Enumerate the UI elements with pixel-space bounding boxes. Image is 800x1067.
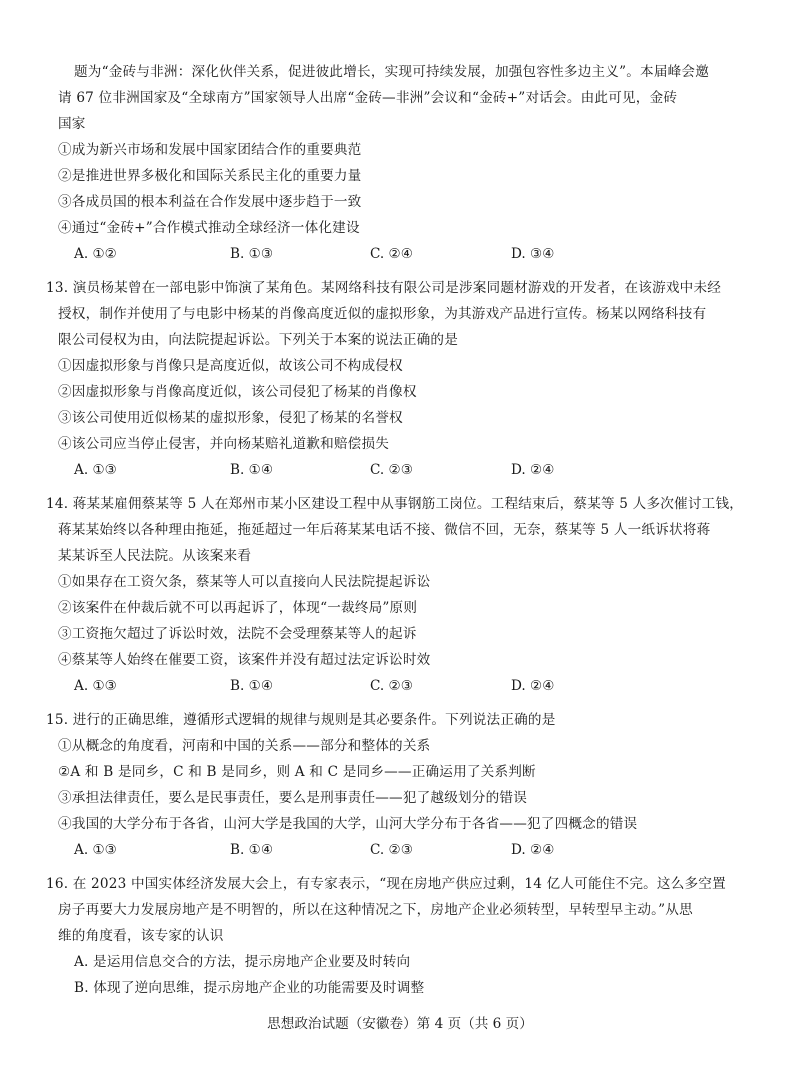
q14-option-3: ③工资拖欠超过了诉讼时效，法院不会受理蔡某等人的起诉: [58, 626, 417, 642]
q13-option-3: ③该公司使用近似杨某的虚拟形象，侵犯了杨某的名誉权: [58, 410, 403, 426]
q13-choice-a: A. ①③: [74, 462, 117, 478]
q15-option-4: ④我国的大学分布于各省，山河大学是我国的大学，山河大学分布于各省——犯了四概念的错误: [58, 816, 638, 832]
q13-stem-line-1: 13. 演员杨某曾在一部电影中饰演了某角色。某网络科技有限公司是涉案同题材游戏的开发者，在该游戏中未经: [46, 280, 722, 296]
q14-choice-d: D. ②④: [511, 678, 555, 694]
q14-choice-b: B. ①④: [230, 678, 274, 694]
q15-choice-a: A. ①③: [74, 842, 117, 858]
q13-choices: [74, 460, 714, 480]
q12-option-3: ③各成员国的根本利益在合作发展中逐步趋于一致: [58, 194, 362, 210]
q14-option-2: ②该案件在仲裁后就不可以再起诉了，体现“一裁终局”原则: [58, 600, 418, 616]
q12-stem-line-2: 请 67 位非洲国家及“全球南方”国家领导人出席“金砖—非洲”会议和“金砖+”对话会。由此可见，金砖: [58, 90, 678, 106]
q15-choice-c: C. ②③: [370, 842, 413, 858]
q12-option-4: ④通过“金砖+”合作模式推动全球经济一体化建设: [58, 220, 360, 236]
q13-option-4: ④该公司应当停止侵害，并向杨某赔礼道歉和赔偿损失: [58, 436, 390, 452]
q14-stem-line-1: 14. 蒋某某雇佣蔡某等 5 人在郑州市某小区建设工程中从事钢筋工岗位。工程结束后，蔡某等 5 人多次催讨工钱，: [46, 496, 744, 512]
q15-choice-b: B. ①④: [230, 842, 274, 858]
q15-choice-d: D. ②④: [511, 842, 555, 858]
q12-option-1: ①成为新兴市场和发展中国家团结合作的重要典范: [58, 142, 362, 158]
q14-stem-line-3: 某某诉至人民法院。从该案来看: [58, 548, 252, 564]
q13-stem-line-2: 授权，制作并使用了与电影中杨某的肖像高度近似的虚拟形象，为其游戏产品进行宣传。杨某以网络科技有: [58, 306, 707, 322]
q13-stem-line-3: 限公司侵权为由，向法院提起诉讼。下列关于本案的说法正确的是: [58, 332, 459, 348]
q14-choice-c: C. ②③: [370, 678, 413, 694]
q12-choice-d: D. ③④: [511, 246, 555, 262]
q16-stem-line-2: 房子再要大力发展房地产是不明智的，所以在这种情况之下，房地产企业必须转型，早转型早主动。”从思: [58, 902, 693, 918]
q16-stem-line-1: 16. 在 2023 中国实体经济发展大会上，有专家表示，“现在房地产供应过剩，14 亿人可能住不完。这么多空置: [46, 876, 726, 892]
q15-stem-line-1: 15. 进行的正确思维，遵循形式逻辑的规律与规则是其必要条件。下列说法正确的是: [46, 712, 556, 728]
q16-stem-line-3: 维的角度看，该专家的认识: [58, 928, 224, 944]
q15-option-2: ②A 和 B 是同乡，C 和 B 是同乡，则 A 和 C 是同乡——正确运用了关系判断: [58, 764, 536, 780]
q15-option-3: ③承担法律责任，要么是民事责任，要么是刑事责任——犯了越级划分的错误: [58, 790, 527, 806]
q12-choice-b: B. ①③: [230, 246, 274, 262]
q14-stem-line-2: 蒋某某始终以各种理由拖延，拖延超过一年后蒋某某电话不接、微信不回，无奈，蔡某等 5 人一纸诉状将蒋: [58, 522, 711, 538]
q13-option-2: ②因虚拟形象与肖像高度近似，该公司侵犯了杨某的肖像权: [58, 384, 417, 400]
q15-option-1: ①从概念的角度看，河南和中国的关系——部分和整体的关系: [58, 738, 431, 754]
q12-stem-line-1: 题为“金砖与非洲：深化伙伴关系，促进彼此增长，实现可持续发展，加强包容性多边主义”。本届峰会邀: [74, 64, 710, 80]
q13-option-1: ①因虚拟形象与肖像只是高度近似，故该公司不构成侵权: [58, 358, 403, 374]
q14-choice-a: A. ①③: [74, 678, 117, 694]
q16-option-a: A. 是运用信息交合的方法，提示房地产企业要及时转向: [74, 954, 411, 970]
q13-choice-c: C. ②③: [370, 462, 413, 478]
q15-choices: [74, 840, 714, 860]
page-footer: 思想政治试题（安徽卷）第 4 页（共 6 页）: [267, 1016, 533, 1032]
q12-option-2: ②是推进世界多极化和国际关系民主化的重要力量: [58, 168, 362, 184]
q12-choice-c: C. ②④: [370, 246, 413, 262]
q12-choices: [74, 244, 714, 264]
q13-choice-b: B. ①④: [230, 462, 274, 478]
q16-option-b: B. 体现了逆向思维，提示房地产企业的功能需要及时调整: [74, 980, 425, 996]
q14-choices: [74, 676, 714, 696]
q14-option-4: ④蔡某等人始终在催要工资，该案件并没有超过法定诉讼时效: [58, 652, 431, 668]
q13-choice-d: D. ②④: [511, 462, 555, 478]
q14-option-1: ①如果存在工资欠条，蔡某等人可以直接向人民法院提起诉讼: [58, 574, 431, 590]
q12-stem-line-3: 国家: [58, 116, 86, 132]
q12-choice-a: A. ①②: [74, 246, 117, 262]
